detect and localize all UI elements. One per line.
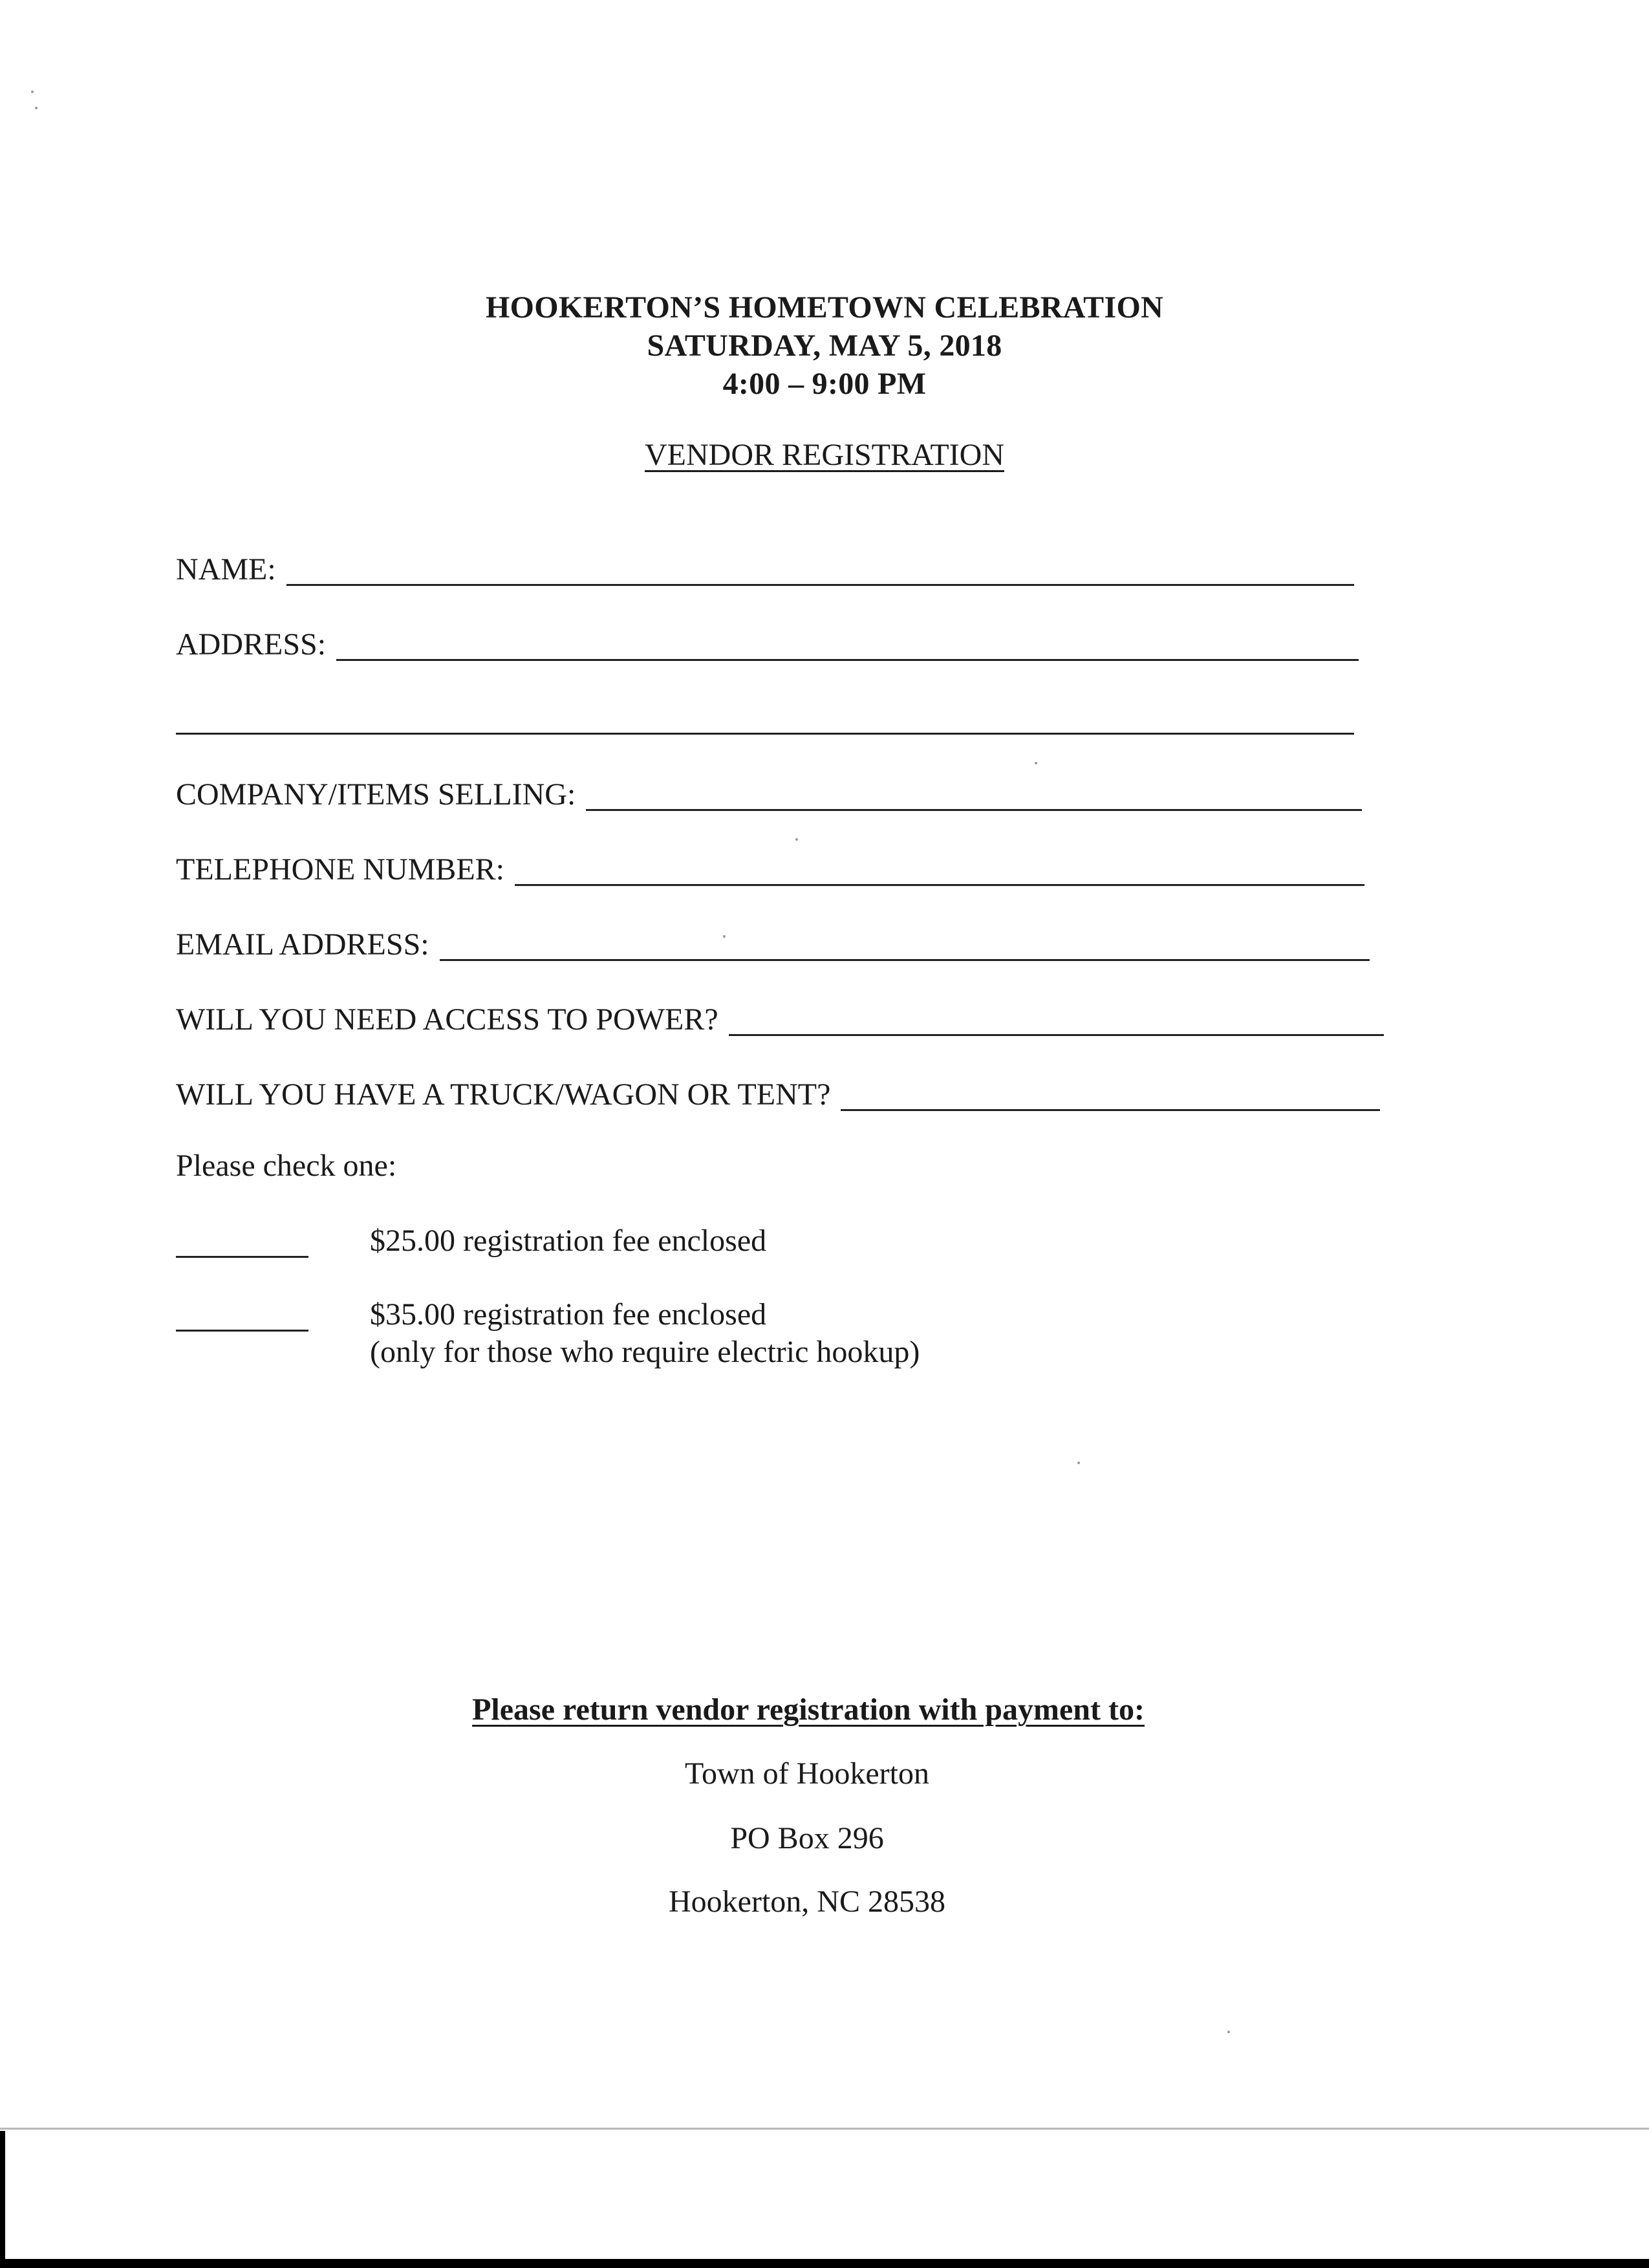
event-title bbox=[0, 289, 1649, 327]
scan-speck bbox=[1035, 762, 1037, 764]
form-title bbox=[0, 437, 1649, 474]
scan-speck bbox=[35, 107, 38, 109]
power-row bbox=[176, 1000, 1384, 1039]
fee-option-25-checkline[interactable] bbox=[176, 1256, 308, 1258]
telephone-label: TELEPHONE NUMBER: bbox=[176, 852, 504, 887]
scan-edge-bottom bbox=[0, 2259, 1649, 2268]
telephone-row bbox=[176, 850, 1364, 889]
return-address-line-3: Hookerton, NC 28538 bbox=[669, 1885, 945, 1919]
event-time-text: 4:00 – 9:00 PM bbox=[722, 367, 927, 401]
event-title-text: HOOKERTON’S HOMETOWN CELEBRATION bbox=[485, 290, 1164, 325]
event-time bbox=[0, 365, 1649, 403]
address-blank-line[interactable] bbox=[336, 631, 1359, 661]
return-heading-text: Please return vendor registration with payment to: bbox=[472, 1692, 1145, 1727]
fee-option-35-checkline[interactable] bbox=[176, 1330, 308, 1332]
scan-speck bbox=[723, 935, 726, 938]
event-date-text: SATURDAY, MAY 5, 2018 bbox=[647, 329, 1002, 363]
address-second-row bbox=[176, 698, 1354, 737]
return-address-line-2: PO Box 296 bbox=[730, 1821, 884, 1855]
scan-edge-left bbox=[0, 2131, 5, 2268]
email-blank-line[interactable] bbox=[440, 931, 1370, 961]
power-blank-line[interactable] bbox=[729, 1006, 1384, 1036]
name-label: NAME: bbox=[176, 552, 276, 587]
fee-option-35-note: (only for those who require electric hookup) bbox=[370, 1335, 920, 1369]
address-label: ADDRESS: bbox=[176, 627, 327, 662]
truck-blank-line[interactable] bbox=[841, 1081, 1380, 1111]
name-blank-line[interactable] bbox=[286, 556, 1354, 586]
check-prompt: Please check one: bbox=[176, 1149, 397, 1183]
scan-speck bbox=[795, 838, 798, 841]
truck-row bbox=[176, 1075, 1380, 1114]
return-address-line-1: Town of Hookerton bbox=[685, 1756, 929, 1791]
company-blank-line[interactable] bbox=[586, 781, 1362, 811]
company-row bbox=[176, 775, 1362, 814]
return-heading bbox=[0, 1691, 1617, 1729]
truck-label: WILL YOU HAVE A TRUCK/WAGON OR TENT? bbox=[176, 1077, 831, 1112]
scan-speck bbox=[1227, 2031, 1230, 2033]
form-title-text: VENDOR REGISTRATION bbox=[645, 438, 1004, 472]
power-label: WILL YOU NEED ACCESS TO POWER? bbox=[176, 1002, 718, 1037]
telephone-blank-line[interactable] bbox=[515, 856, 1364, 886]
name-row bbox=[176, 550, 1354, 589]
address-second-blank-line[interactable] bbox=[176, 704, 1354, 735]
company-label: COMPANY/ITEMS SELLING: bbox=[176, 777, 576, 812]
address-row bbox=[176, 625, 1359, 664]
fee-option-25-label: $25.00 registration fee enclosed bbox=[370, 1224, 767, 1258]
scan-divider bbox=[0, 2128, 1649, 2130]
scan-speck bbox=[31, 91, 34, 93]
email-label: EMAIL ADDRESS: bbox=[176, 927, 429, 962]
scan-speck bbox=[1077, 1462, 1080, 1464]
fee-option-35-label: $35.00 registration fee enclosed bbox=[370, 1297, 767, 1332]
event-date bbox=[0, 327, 1649, 365]
email-row bbox=[176, 925, 1370, 964]
